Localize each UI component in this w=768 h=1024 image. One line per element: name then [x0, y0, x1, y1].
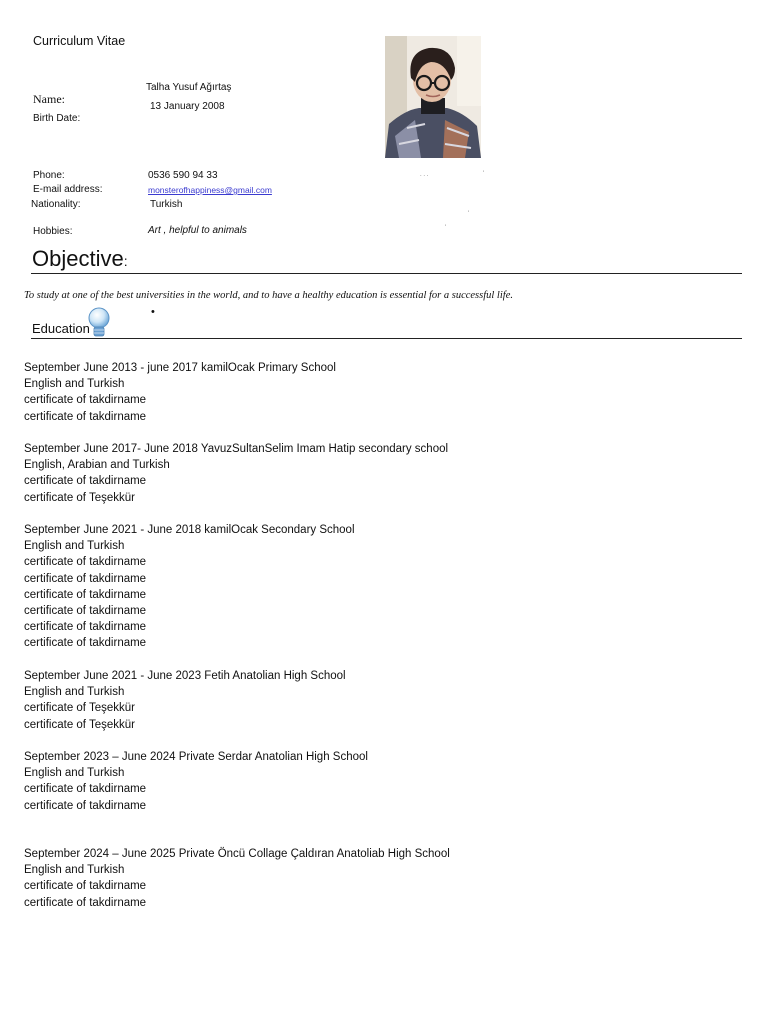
phone-label: Phone:	[33, 170, 65, 181]
certificate-item: certificate of Teşekkür	[24, 718, 136, 731]
scan-speck: '	[445, 225, 447, 231]
certificate-item: certificate of takdirname	[24, 621, 147, 634]
name-label: Name:	[33, 92, 65, 106]
education-period: September June 2021 - June 2023 Fetih Anatolian High School	[24, 670, 346, 682]
education-period: September 2023 – June 2024 Private Serdar Anatolian High School	[24, 751, 368, 763]
objective-text: To study at one of the best universities in the world, and to have a healthy education is essential for a successful life.	[24, 290, 513, 301]
certificate-item: certificate of takdirname	[24, 880, 147, 893]
nationality-value: Turkish	[150, 199, 183, 210]
education-languages: English, Arabian and Turkish	[24, 459, 170, 472]
certificate-item: certificate of takdirname	[24, 394, 147, 407]
certificate-item: certificate of takdirname	[24, 637, 147, 650]
certificate-item: certificate of takdirname	[24, 783, 147, 796]
objective-heading	[32, 246, 128, 272]
hobbies-value: Art , helpful to animals	[148, 225, 247, 236]
education-period: September 2024 – June 2025 Private Öncü Collage Çaldıran Anatoliab High School	[24, 848, 450, 860]
education-languages: English and Turkish	[24, 540, 125, 553]
email-link[interactable]: monsterofhappiness@gmail.com	[148, 185, 272, 195]
hobbies-label: Hobbies:	[33, 226, 73, 237]
certificate-item: certificate of takdirname	[24, 799, 147, 812]
certificate-item: certificate of takdirname	[24, 605, 147, 618]
objective-colon: :	[123, 253, 128, 269]
objective-heading-text: Objective	[32, 246, 124, 271]
education-entry	[24, 668, 346, 733]
education-entry	[24, 846, 450, 911]
birth-date-value: 13 January 2008	[150, 101, 225, 112]
education-languages: English and Turkish	[24, 864, 125, 877]
certificate-item: certificate of takdirname	[24, 475, 147, 488]
birth-date-label: Birth Date:	[33, 113, 81, 124]
scan-speck: . . .	[420, 172, 429, 178]
certificate-item: certificate of Teşekkür	[24, 491, 136, 504]
education-languages: English and Turkish	[24, 767, 125, 780]
document-title: Curriculum Vitae	[33, 34, 126, 48]
education-languages: English and Turkish	[24, 686, 125, 699]
scan-speck: '	[468, 211, 470, 217]
education-heading: Education	[32, 321, 90, 336]
education-entry	[24, 360, 336, 425]
scan-speck: '	[483, 171, 485, 177]
education-languages: English and Turkish	[24, 378, 125, 391]
certificate-item: certificate of takdirname	[24, 588, 147, 601]
education-period: September June 2021 - June 2018 kamilOcak Secondary School	[24, 524, 355, 536]
profile-photo	[385, 36, 481, 158]
certificate-item: certificate of takdirname	[24, 556, 147, 569]
certificate-item: certificate of takdirname	[24, 410, 147, 423]
certificate-item: certificate of takdirname	[24, 896, 147, 909]
objective-divider	[31, 273, 742, 274]
education-entry	[24, 441, 448, 506]
education-period: September June 2013 - june 2017 kamilOcak Primary School	[24, 362, 336, 374]
lightbulb-icon	[87, 307, 111, 339]
education-divider	[31, 338, 742, 339]
bullet-point: •	[151, 306, 155, 318]
certificate-item: certificate of Teşekkür	[24, 702, 136, 715]
nationality-label: Nationality:	[31, 199, 81, 210]
name-value: Talha Yusuf Ağırtaş	[146, 82, 232, 93]
email-label: E-mail address:	[33, 184, 103, 195]
education-entry	[24, 749, 368, 814]
education-period: September June 2017- June 2018 YavuzSultanSelim Imam Hatip secondary school	[24, 443, 449, 455]
certificate-item: certificate of takdirname	[24, 572, 147, 585]
education-entry	[24, 522, 355, 652]
phone-value: 0536 590 94 33	[148, 170, 218, 181]
